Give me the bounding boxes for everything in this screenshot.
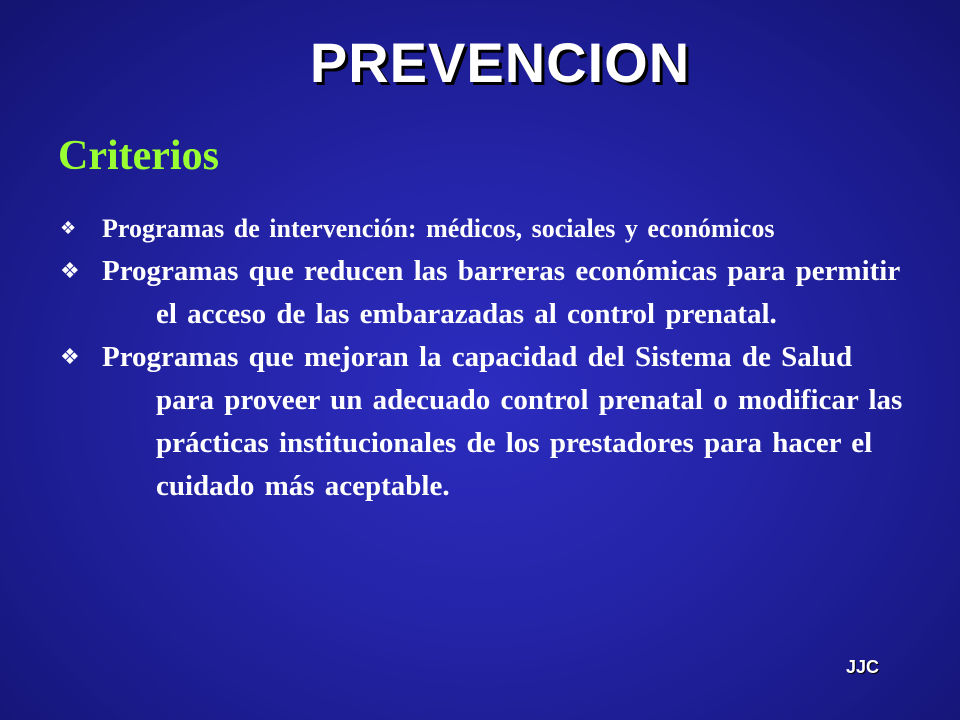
bullet-item xyxy=(60,208,910,250)
bullet-list xyxy=(60,208,910,508)
bullet-text: Programas que mejoran la capacidad del Sistema de Salud para proveer un adecuado control prenatal o modificar las prácticas institucionales de los prestadores para hacer el cuidado más aceptable. xyxy=(102,341,903,502)
bullet-item xyxy=(60,336,910,508)
slide-title: PREVENCION xyxy=(309,31,691,94)
author-initials: JJC xyxy=(846,657,880,677)
diamond-quad-bullet-icon: ❖ xyxy=(60,345,80,370)
slide-subtitle: Criterios xyxy=(58,133,219,179)
diamond-quad-bullet-icon: ❖ xyxy=(60,259,80,284)
bullet-item xyxy=(60,250,910,336)
bullet-text: Programas que reducen las barreras económicas para permitir el acceso de las embarazadas al control prenatal. xyxy=(102,255,900,330)
diamond-quad-bullet-icon: ❖ xyxy=(60,218,77,239)
bullet-text: Programas de intervención: médicos, sociales y económicos xyxy=(102,214,775,243)
